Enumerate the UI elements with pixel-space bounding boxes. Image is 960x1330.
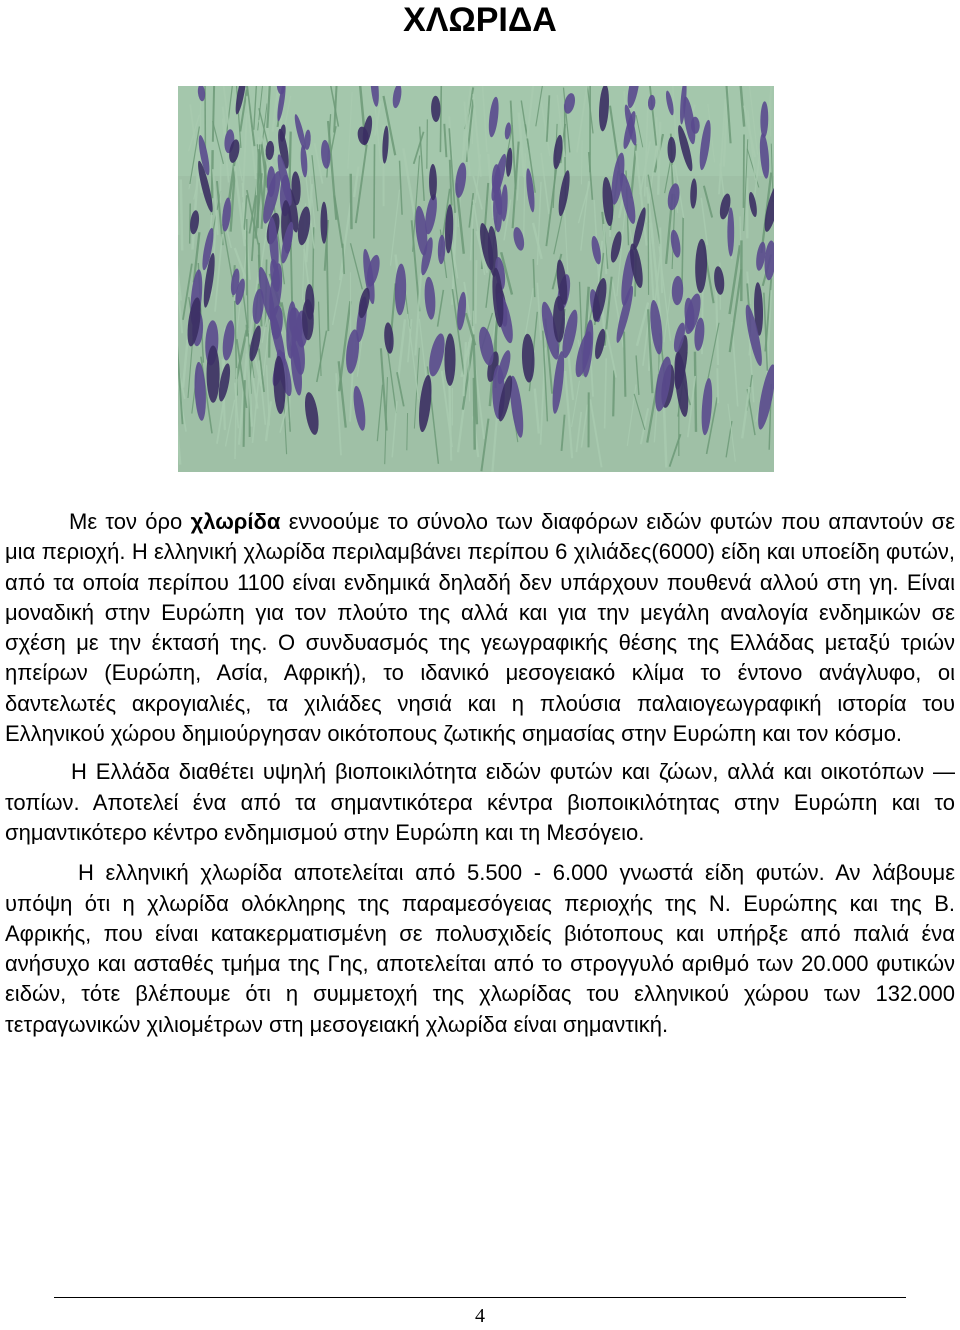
paragraph-lead: Με τον όρο [69, 509, 191, 534]
footer-divider [54, 1297, 906, 1298]
paragraph-species-count: Η ελληνική χλωρίδα αποτελείται από 5.500 - 6.000 γνωστά είδη φυτών. Αν λάβουμε υπόψη ότι η χλωρίδα ολόκληρης της παραμεσόγειας περιοχής της Ν. Ευρώπης και της Β. Αφρικής, που είναι κατακερματισμένη σε πολυσχιδείς βιότοπους και υπήρξε από παλιά ένα ανήσυχο και ασταθές τμήμα της Γης, αποτελείται από το στρογγυλό αριθμό των 20.000 φυτικών ειδών, τότε βλέπουμε ότι η συμμετοχή της χλωρίδας του ελληνικού χώρου των 132.000 τετραγωνικών χιλιομέτρων στη μεσογειακή χλωρίδα είναι σημαντική. [5, 860, 955, 1037]
term-flora: χλωρίδα [190, 509, 281, 534]
page-title: ΧΛΩΡΙΔΑ [403, 1, 557, 39]
lavender-image [178, 86, 774, 472]
page-number: 4 [475, 1305, 485, 1327]
paragraph-flora-definition [5, 507, 955, 749]
lavender-photo [178, 86, 774, 472]
body-text [5, 507, 955, 1040]
paragraph-biodiversity: Η Ελλάδα διαθέτει υψηλή βιοποικιλότητα ειδών φυτών και ζώων, αλλά και οικοτόπων — τοπίων. Αποτελεί ένα από τα σημαντικότερα κέντρα βιοποικιλότητας στην Ευρώπη και το σημαντικότερο κέντρο ενδημισμού στην Ευρώπη και τη Μεσόγειο. [5, 759, 955, 845]
paragraph-rest: εννοούμε το σύνολο των διαφόρων ειδών φυτών που απαντούν σε μια περιοχή. Η ελληνική χλωρίδα περιλαμβάνει περίπου 6 χιλιάδες(6000) είδη και υποείδη φυτών, από τα οποία περίπου 1100 είναι ενδημικά δηλαδή δεν υπάρχουν πουθενά αλλού στη γη. Είναι μοναδική στην Ευρώπη για τον πλούτο της αλλά και για την μεγάλη αναλογία ενδημικών σε σχέση με την έκτασή της. Ο συνδυασμός της γεωγραφικής θέσης της Ελλάδας μεταξύ τριών ηπείρων (Ευρώπη, Ασία, Αφρική), το ιδανικό μεσογειακό κλίμα το έντονο ανάγλυφο, οι δαντελωτές ακρογιαλιές, τα χιλιάδες νησιά και η πλούσια παλαιογεωγραφική ιστορία του Ελληνικού χώρου δημιούργησαν οικότοπους ζωτικής σημασίας στην Ευρώπη και τον κόσμο. [5, 509, 956, 747]
